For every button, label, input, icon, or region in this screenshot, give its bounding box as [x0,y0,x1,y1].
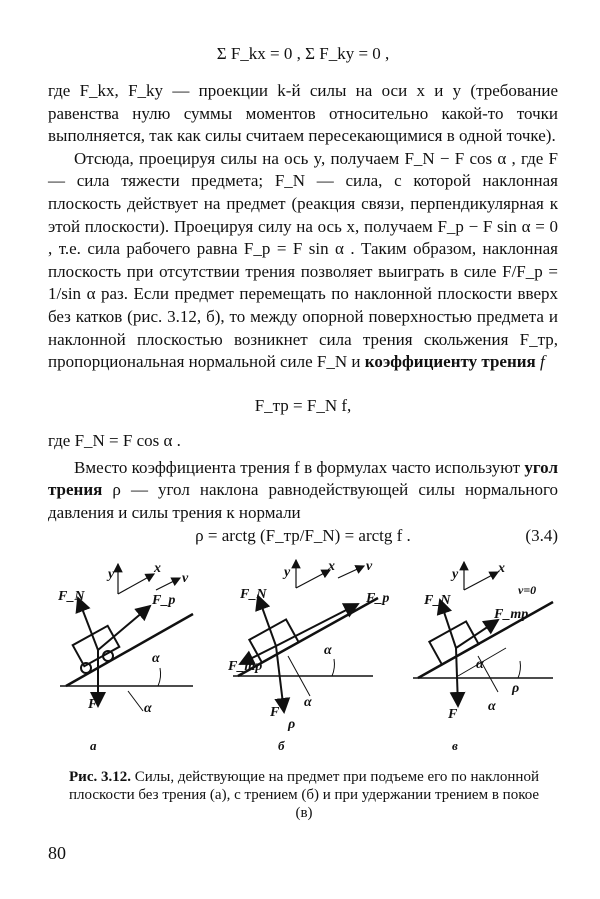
paragraph-2-end: f [540,352,545,372]
caption-text: Силы, действующие на предмет при подъеме его по наклонной плоскости без трения (а), с трением (б) и при удержании трением в покое (в) [68,769,540,821]
label-rho-b: ρ [288,717,296,732]
label-F-a: F [88,697,98,712]
paragraph-2-bold: коэффициенту трения [364,352,536,372]
page-number: 80 [48,843,66,863]
label-F-c: F [448,707,458,722]
panel-c-labels [423,561,536,722]
eq-friction-text: F_тр = F_N f, [254,396,352,415]
label-alpha-b1: α [324,643,332,658]
label-y-a: y [108,567,115,582]
paragraph-4 [48,457,558,525]
paragraph-4-bold: угол трения [48,457,559,500]
label-vzero-c: v=0 [518,583,537,597]
figure-label-c: в [452,738,458,753]
figure-drawing [48,556,558,771]
label-alpha-c2: α [488,699,496,714]
equation-sum-forces [48,44,558,64]
paragraph-3: где F_N = F cos α . [48,431,181,450]
text-block-2 [48,430,558,524]
label-alpha-b2: α [304,695,312,710]
label-v-a: v [182,571,189,586]
label-Ftr-b: F_тр [228,659,263,674]
label-FN-c: F_N [424,593,451,608]
label-FN-a: F_N [58,589,85,604]
equation-rho [48,526,558,546]
label-x-c: x [498,561,505,576]
label-x-a: x [154,561,161,576]
label-Fp-a: F_р [152,593,176,608]
eq-top-text: Σ F_kx = 0 , Σ F_ky = 0 , [216,44,390,63]
label-alpha-c1: α [476,657,484,672]
label-FN-b: F_N [240,587,267,602]
eq-rho-text: ρ = arctg (F_тр/F_N) = arctg f . [195,526,411,545]
text-block-1 [48,80,558,374]
equation-friction [48,396,558,416]
figure-caption [60,768,548,822]
paragraph-4-a: Вместо коэффициента трения f в формулах часто используют [74,457,521,477]
label-rho-c: ρ [512,681,520,696]
label-F-b: F [270,705,280,720]
label-y-c: y [452,567,459,582]
label-y-b: y [284,565,291,580]
panel-a-drawing [60,564,193,711]
figure-label-b: б [278,738,285,753]
label-alpha-a2: α [144,701,152,716]
eq-rho-number: (3.4) [525,526,558,545]
label-Fp-b: F_р [366,591,390,606]
caption-label: Рис. 3.12. [69,769,131,785]
label-v-b: v [366,559,373,574]
paragraph-1: где F_kx, F_ky — проекции k-й силы на оси x и y (требование равенства нулю суммы моментов относительно какой-то точки выполняется, так как силы считаем пересекающимися в одной точке). [48,81,558,146]
label-x-b: x [328,559,335,574]
panel-a-labels [57,561,189,716]
panel-b-drawing [233,560,378,712]
paragraph-4-b: ρ — угол наклона равнодействующей силы нормального давления и силы трения к нормали [48,480,558,522]
label-alpha-a1: α [152,651,160,666]
figure-label-a: а [90,738,97,753]
paragraph-2 [48,148,558,374]
label-Ftr-c: F_тр [494,607,529,622]
paragraph-2-text: Отсюда, проецируя силы на ось y, получаем F_N − F cos α , где F — сила тяжести предмета; F_N — сила, с которой наклонная плоскость действует на предмет (реакция связи, перпендикулярная к этой плоскости). Проецируя силу на ось x, получаем F_р − F sin α = 0 , т.е. сила рабочего равна F_р = F sin α . Таким образом, наклонная плоскость при отсутствии трения позволяет выиграть в силе F/F_р = 1/sin α раз. Если предмет перемещать по наклонной плоскости вверх без катков (рис. 3.12, б), то между опорной поверхностью предмета и наклонной плоскостью возникнет сила трения скольжения F_тр, пропорциональная нормальной силе F_N и [48,148,558,372]
figure-3-12 [48,556,558,771]
